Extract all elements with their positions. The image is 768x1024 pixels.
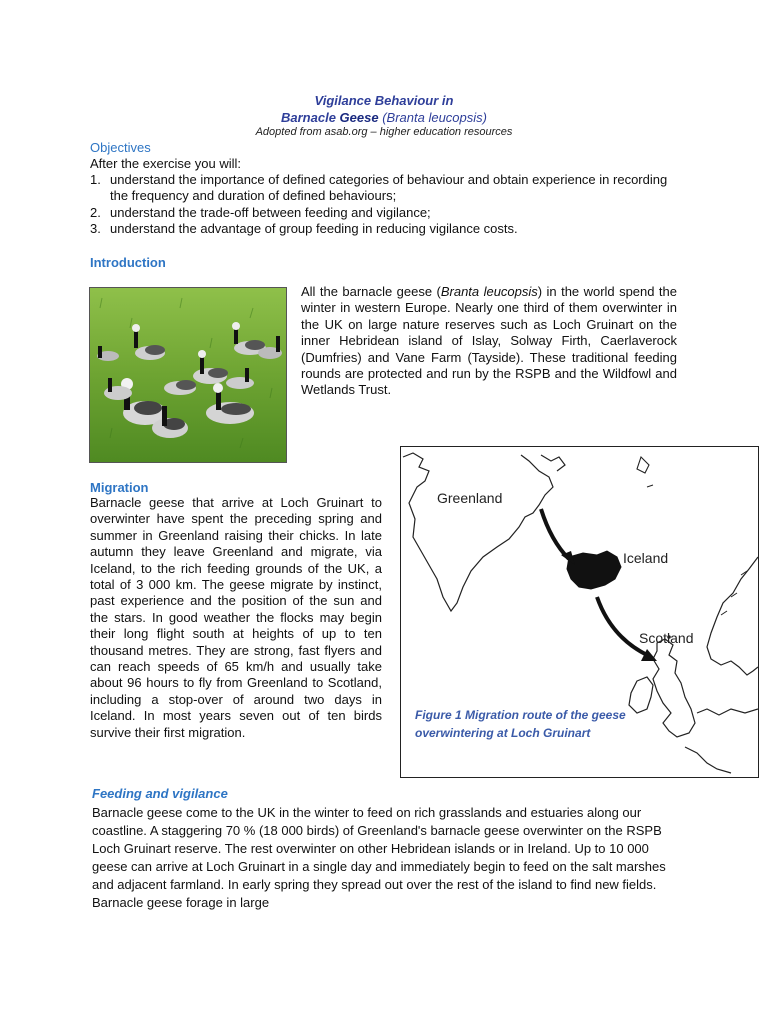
feeding-heading: Feeding and vigilance [92,786,228,801]
migration-heading: Migration [90,480,149,495]
figure-caption-line2: overwintering at Loch Gruinart [415,726,591,740]
migration-paragraph: Barnacle geese that arrive at Loch Gruinart to overwinter have spent the preceding spring and summer in Greenland raising their chicks. In late autumn they leave Greenland and migrate, via Iceland, to the rich feeding grounds of the UK, a total of 3 000 km. The geese migrate by instinct, past experience and the position of the sun and the stars. In good weather the flocks may begin their long flight south at heights of up to ten thousand metres. They are strong, fast flyers and can reach speeds of 65 km/h and usually take about 96 hours to fly from Greenland to Scotland, including a stop-over of around two days in Iceland. In most years seven out of ten birds survive their first migration. [90,495,382,740]
document-title-line2 [0,110,768,125]
objectives-heading: Objectives [90,140,151,155]
scandinavia-coast [707,557,758,675]
uk-coast [653,639,695,737]
objectives-intro: After the exercise you will: [90,156,242,171]
label-greenland: Greenland [437,490,503,506]
figure-caption-line1: Figure 1 Migration route of the geese [415,708,626,722]
document-title-line1: Vigilance Behaviour in [314,93,454,108]
arrow-iceland-scotland [597,597,647,655]
objective-item: 3. understand the advantage of group feeding in reducing vigilance costs. [90,221,518,237]
iceland-shape [567,551,621,589]
introduction-heading: Introduction [90,255,166,270]
introduction-paragraph: All the barnacle geese (Branta leucopsis) in the world spend the winter in western Europe. Nearly one third of them overwinter in the UK on large nature reserves such as Loch Gruinart on the inner Hebridean island of Islay, Solway Firth, Caerlaverock (Dumfries) and Vane Farm (Tayside). These traditional feeding rounds are protected and run by the RSPB and the Wildfowl and Wetlands Trust. [301,284,677,398]
species-name: Branta leucopsis [440,284,538,299]
adopted-note: Adopted from asab.org – higher education resources [255,126,513,138]
title-barnacle: Barnacle [281,110,340,125]
ireland-coast [629,677,653,713]
migration-map-figure [400,446,759,778]
objective-item: 2. understand the trade-off between feeding and vigilance; [90,204,431,220]
title-geese: Geese [339,110,379,125]
arrow-greenland-iceland [541,509,569,559]
geese-photo [89,287,287,463]
label-iceland: Iceland [623,550,669,566]
label-scotland: Scotland [639,630,694,646]
title-species: (Branta leucopsis) [378,110,487,125]
greenland-coast [403,453,553,611]
feeding-paragraph: Barnacle geese come to the UK in the winter to feed on rich grasslands and estuaries along our coastline. A staggering 70 % (18 000 birds) of Greenland's barnacle geese overwinter on the RSPB Loch Gruinart reserve. The rest overwinter on other Hebridean islands or in Ireland. Up to 10 000 geese can arrive at Loch Gruinart in a single day and immediately begin to feed on the salt marshes and adjacent farmland. In early spring they spread out over the rest of the island to find new fields. Barnacle geese forage in large [92,805,666,910]
objective-item: 1. understand the importance of defined categories of behaviour and obtain experience in recording the frequency and duration of defined behaviours; [90,172,668,204]
objectives-list [90,172,680,238]
